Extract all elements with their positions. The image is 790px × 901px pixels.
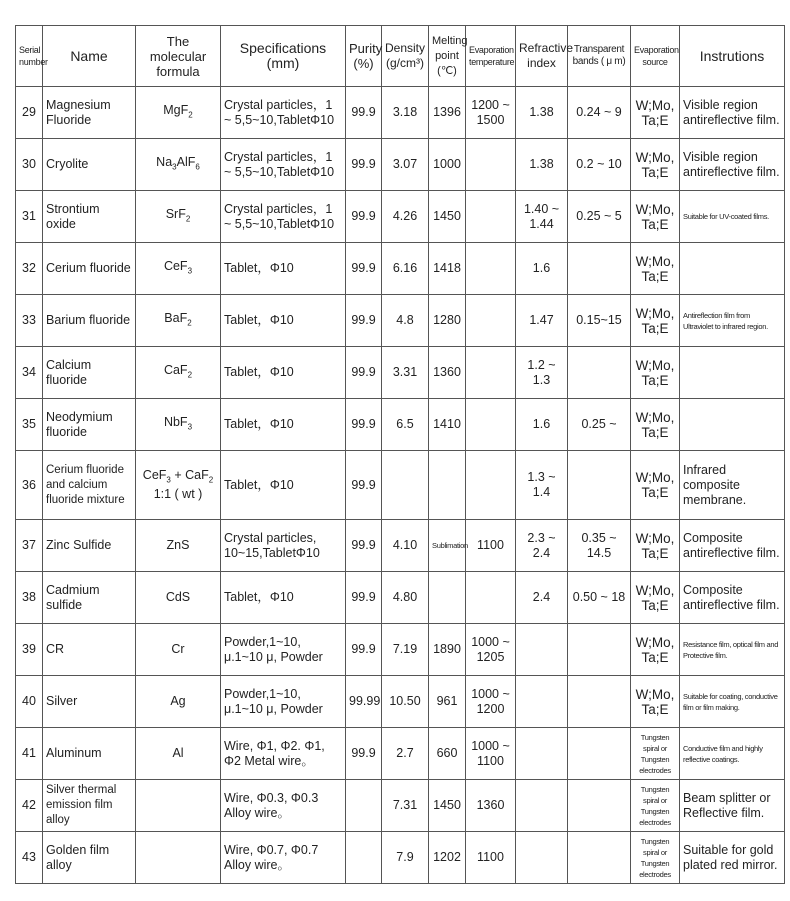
instructions-cell: Antireflection film from Ultraviolet to infrared region. <box>680 295 785 347</box>
purity-cell: 99.9 <box>346 451 382 520</box>
header-melting-point: Melting point (℃) <box>429 26 466 87</box>
evaporation-temperature-cell: 1200 ~ 1500 <box>466 87 516 139</box>
header-formula: The molecular formula <box>136 26 221 87</box>
name-cell: CR <box>43 624 136 676</box>
evaporation-temperature-cell <box>466 295 516 347</box>
transparent-bands-cell: 0.15~15 <box>568 295 631 347</box>
name-cell: Silver thermal emission film alloy <box>43 780 136 832</box>
density-cell: 6.5 <box>382 399 429 451</box>
transparent-bands-cell <box>568 832 631 884</box>
formula-text: + CaF <box>170 467 209 482</box>
transparent-bands-cell <box>568 780 631 832</box>
table-row <box>16 347 785 399</box>
formula-cell <box>136 243 221 295</box>
instructions-cell: Visible region antireflective film. <box>680 87 785 139</box>
refractive-index-cell: 1.47 <box>516 295 568 347</box>
purity-cell: 99.99 <box>346 676 382 728</box>
specifications-cell: Wire, Φ0.3, Φ0.3 Alloy wire。 <box>221 780 346 832</box>
table-row <box>16 191 785 243</box>
melting-point-cell: 1450 <box>429 780 466 832</box>
purity-cell: 99.9 <box>346 572 382 624</box>
evaporation-source-cell: Tungsten spiral or Tungsten electrodes <box>631 832 680 884</box>
evaporation-temperature-cell <box>466 243 516 295</box>
refractive-index-cell: 1.2 ~ 1.3 <box>516 347 568 399</box>
table-row <box>16 520 785 572</box>
refractive-index-cell: 2.4 <box>516 572 568 624</box>
purity-cell: 99.9 <box>346 243 382 295</box>
transparent-bands-cell <box>568 676 631 728</box>
table-row <box>16 87 785 139</box>
transparent-bands-cell: 0.25 ~ 5 <box>568 191 631 243</box>
refractive-index-cell <box>516 832 568 884</box>
purity-cell: 99.9 <box>346 728 382 780</box>
refractive-index-cell <box>516 624 568 676</box>
serial-cell: 35 <box>16 399 43 451</box>
table-row <box>16 295 785 347</box>
serial-cell: 29 <box>16 87 43 139</box>
evaporation-source-cell: Tungsten spiral or Tungsten electrodes <box>631 728 680 780</box>
refractive-index-cell: 1.38 <box>516 139 568 191</box>
evaporation-source-cell: W;Mo, Ta;E <box>631 399 680 451</box>
name-cell: Cerium fluoride <box>43 243 136 295</box>
melting-point-cell: 660 <box>429 728 466 780</box>
specifications-cell: Tablet，Φ10 <box>221 399 346 451</box>
materials-table <box>15 25 785 884</box>
table-row <box>16 399 785 451</box>
evaporation-temperature-cell: 1000 ~ 1200 <box>466 676 516 728</box>
evaporation-temperature-cell: 1100 <box>466 520 516 572</box>
instructions-cell: Suitable for UV-coated films. <box>680 191 785 243</box>
density-cell: 2.7 <box>382 728 429 780</box>
header-row <box>16 26 785 87</box>
formula-text: Al <box>172 746 184 760</box>
evaporation-temperature-cell <box>466 572 516 624</box>
serial-cell: 43 <box>16 832 43 884</box>
serial-cell: 31 <box>16 191 43 243</box>
formula-text: MgF <box>163 102 189 117</box>
evaporation-source-cell: W;Mo, Ta;E <box>631 243 680 295</box>
refractive-index-cell <box>516 780 568 832</box>
formula-text: CeF <box>163 258 188 273</box>
formula-subscript: 3 <box>172 162 177 172</box>
instructions-cell: Suitable for gold plated red mirror. <box>680 832 785 884</box>
instructions-cell: Composite antireflective film. <box>680 520 785 572</box>
refractive-index-cell: 1.6 <box>516 243 568 295</box>
density-cell: 3.07 <box>382 139 429 191</box>
evaporation-temperature-cell: 1000 ~ 1100 <box>466 728 516 780</box>
header-refractive-index: Refractive index <box>516 26 568 87</box>
density-cell: 7.31 <box>382 780 429 832</box>
transparent-bands-cell <box>568 728 631 780</box>
specifications-cell: Powder,1~10, μ.1~10 μ, Powder <box>221 624 346 676</box>
name-cell: Cadmium sulfide <box>43 572 136 624</box>
density-cell: 7.19 <box>382 624 429 676</box>
formula-text: Ag <box>170 694 186 708</box>
serial-cell: 39 <box>16 624 43 676</box>
header-instructions: Instrutions <box>680 26 785 87</box>
evaporation-source-cell: W;Mo, Ta;E <box>631 87 680 139</box>
melting-point-cell <box>429 572 466 624</box>
formula-subscript: 3 <box>187 422 193 432</box>
specifications-cell: Crystal particles，1 ~ 5,5~10,TabletΦ10 <box>221 139 346 191</box>
name-cell: Silver <box>43 676 136 728</box>
transparent-bands-cell: 0.35 ~ 14.5 <box>568 520 631 572</box>
specifications-cell: Tablet，Φ10 <box>221 295 346 347</box>
formula-cell <box>136 780 221 832</box>
name-cell: Zinc Sulfide <box>43 520 136 572</box>
evaporation-source-cell: W;Mo, Ta;E <box>631 191 680 243</box>
density-cell: 3.18 <box>382 87 429 139</box>
formula-subscript: 2 <box>208 475 214 485</box>
density-cell: 4.10 <box>382 520 429 572</box>
instructions-cell: Composite antireflective film. <box>680 572 785 624</box>
evaporation-temperature-cell: 1360 <box>466 780 516 832</box>
formula-text: NbF <box>163 414 188 429</box>
formula-subscript: 2 <box>188 110 193 120</box>
transparent-bands-cell <box>568 451 631 520</box>
transparent-bands-cell <box>568 624 631 676</box>
density-cell: 4.80 <box>382 572 429 624</box>
name-cell: Magnesium Fluoride <box>43 87 136 139</box>
evaporation-temperature-cell: 1000 ~ 1205 <box>466 624 516 676</box>
header-evaporation-temperature: Evaporation temperature <box>466 26 516 87</box>
instructions-cell: Suitable for coating, conductive film or film making. <box>680 676 785 728</box>
table-body <box>16 87 785 884</box>
serial-cell: 33 <box>16 295 43 347</box>
serial-cell: 42 <box>16 780 43 832</box>
name-cell: Cerium fluoride and calcium fluoride mixture <box>43 451 136 520</box>
evaporation-source-cell: W;Mo, Ta;E <box>631 520 680 572</box>
purity-cell: 99.9 <box>346 624 382 676</box>
transparent-bands-cell: 0.50 ~ 18 <box>568 572 631 624</box>
table-row <box>16 832 785 884</box>
formula-text: Cr <box>171 642 185 656</box>
specifications-cell: Tablet，Φ10 <box>221 572 346 624</box>
evaporation-temperature-cell <box>466 139 516 191</box>
serial-cell: 36 <box>16 451 43 520</box>
formula-cell <box>136 572 221 624</box>
serial-cell: 38 <box>16 572 43 624</box>
melting-point-cell: 1410 <box>429 399 466 451</box>
evaporation-temperature-cell <box>466 191 516 243</box>
serial-cell: 40 <box>16 676 43 728</box>
evaporation-temperature-cell: 1100 <box>466 832 516 884</box>
formula-text: AlF <box>176 154 196 169</box>
name-cell: Strontium oxide <box>43 191 136 243</box>
formula-cell <box>136 520 221 572</box>
instructions-cell <box>680 243 785 295</box>
formula-subscript: 3 <box>166 475 171 485</box>
transparent-bands-cell: 0.25 ~ <box>568 399 631 451</box>
melting-point-cell: 1890 <box>429 624 466 676</box>
evaporation-source-cell: W;Mo, Ta;E <box>631 295 680 347</box>
specifications-cell: Tablet，Φ10 <box>221 451 346 520</box>
instructions-cell <box>680 399 785 451</box>
header-name: Name <box>43 26 136 87</box>
specifications-cell: Wire, Φ0.7, Φ0.7 Alloy wire。 <box>221 832 346 884</box>
instructions-cell: Resistance film, optical film and Protective film. <box>680 624 785 676</box>
specifications-cell: Crystal particles, 10~15,TabletΦ10 <box>221 520 346 572</box>
formula-cell <box>136 676 221 728</box>
transparent-bands-cell: 0.2 ~ 10 <box>568 139 631 191</box>
purity-cell: 99.9 <box>346 295 382 347</box>
table-row <box>16 624 785 676</box>
transparent-bands-cell <box>568 347 631 399</box>
evaporation-source-cell: W;Mo, Ta;E <box>631 624 680 676</box>
formula-subscript: 2 <box>185 214 191 224</box>
evaporation-source-cell: W;Mo, Ta;E <box>631 139 680 191</box>
specifications-cell: Wire, Φ1, Φ2. Φ1, Φ2 Metal wire。 <box>221 728 346 780</box>
header-density: Density (g/cm³) <box>382 26 429 87</box>
purity-cell: 99.9 <box>346 87 382 139</box>
header-evaporation-source: Evaporation source <box>631 26 680 87</box>
melting-point-cell: 1202 <box>429 832 466 884</box>
specifications-cell: Tablet，Φ10 <box>221 243 346 295</box>
formula-text: CaF <box>163 362 188 377</box>
refractive-index-cell: 2.3 ~ 2.4 <box>516 520 568 572</box>
header-transparent-bands: Transparent bands ( μ m) <box>568 26 631 87</box>
header-specifications: Specifications (mm) <box>221 26 346 87</box>
density-cell: 3.31 <box>382 347 429 399</box>
formula-cell <box>136 832 221 884</box>
formula-text: Na <box>156 154 173 169</box>
instructions-cell: Visible region antireflective film. <box>680 139 785 191</box>
density-cell <box>382 451 429 520</box>
melting-point-cell: 1396 <box>429 87 466 139</box>
table-row <box>16 139 785 191</box>
evaporation-temperature-cell <box>466 451 516 520</box>
formula-cell <box>136 728 221 780</box>
evaporation-source-cell: W;Mo, Ta;E <box>631 572 680 624</box>
table-row <box>16 243 785 295</box>
instructions-cell: Infrared composite membrane. <box>680 451 785 520</box>
density-cell: 10.50 <box>382 676 429 728</box>
evaporation-source-cell: W;Mo, Ta;E <box>631 347 680 399</box>
evaporation-temperature-cell <box>466 399 516 451</box>
formula-subscript: 2 <box>187 318 192 328</box>
name-cell: Golden film alloy <box>43 832 136 884</box>
transparent-bands-cell <box>568 243 631 295</box>
name-cell: Barium fluoride <box>43 295 136 347</box>
name-cell: Cryolite <box>43 139 136 191</box>
formula-cell <box>136 399 221 451</box>
evaporation-source-cell: W;Mo, Ta;E <box>631 676 680 728</box>
density-cell: 4.26 <box>382 191 429 243</box>
purity-cell <box>346 832 382 884</box>
formula-cell <box>136 87 221 139</box>
header-purity: Purity (%) <box>346 26 382 87</box>
formula-text: 1:1 ( wt ) <box>153 487 203 502</box>
formula-cell <box>136 624 221 676</box>
formula-cell <box>136 451 221 520</box>
instructions-cell <box>680 347 785 399</box>
formula-cell <box>136 191 221 243</box>
formula-text: SrF <box>165 206 186 221</box>
melting-point-cell: 1280 <box>429 295 466 347</box>
refractive-index-cell: 1.6 <box>516 399 568 451</box>
formula-cell <box>136 139 221 191</box>
table-row <box>16 676 785 728</box>
melting-point-cell: 1360 <box>429 347 466 399</box>
formula-subscript: 3 <box>187 266 193 276</box>
refractive-index-cell: 1.40 ~ 1.44 <box>516 191 568 243</box>
specifications-cell: Powder,1~10, μ.1~10 μ, Powder <box>221 676 346 728</box>
melting-point-cell: Sublimation <box>429 520 466 572</box>
table-row <box>16 728 785 780</box>
formula-subscript: 2 <box>187 370 193 380</box>
formula-text: CdS <box>165 590 191 604</box>
purity-cell: 99.9 <box>346 191 382 243</box>
evaporation-source-cell: W;Mo, Ta;E <box>631 451 680 520</box>
melting-point-cell <box>429 451 466 520</box>
purity-cell <box>346 780 382 832</box>
specifications-cell: Crystal particles，1 ~ 5,5~10,TabletΦ10 <box>221 191 346 243</box>
density-cell: 4.8 <box>382 295 429 347</box>
specifications-cell: Crystal particles，1 ~ 5,5~10,TabletΦ10 <box>221 87 346 139</box>
refractive-index-cell <box>516 728 568 780</box>
purity-cell: 99.9 <box>346 139 382 191</box>
name-cell: Aluminum <box>43 728 136 780</box>
serial-cell: 30 <box>16 139 43 191</box>
melting-point-cell: 961 <box>429 676 466 728</box>
serial-cell: 41 <box>16 728 43 780</box>
melting-point-cell: 1450 <box>429 191 466 243</box>
evaporation-source-cell: Tungsten spiral or Tungsten electrodes <box>631 780 680 832</box>
formula-subscript: 6 <box>195 162 200 172</box>
instructions-cell: Conductive film and highly reflective coatings. <box>680 728 785 780</box>
transparent-bands-cell: 0.24 ~ 9 <box>568 87 631 139</box>
melting-point-cell: 1000 <box>429 139 466 191</box>
table-row <box>16 451 785 520</box>
formula-text: CeF <box>142 467 167 482</box>
header-serial-number: Serial number <box>16 26 43 87</box>
density-cell: 6.16 <box>382 243 429 295</box>
specifications-cell: Tablet，Φ10 <box>221 347 346 399</box>
serial-cell: 34 <box>16 347 43 399</box>
purity-cell: 99.9 <box>346 347 382 399</box>
table-row <box>16 572 785 624</box>
name-cell: Neodymium fluoride <box>43 399 136 451</box>
name-cell: Calcium fluoride <box>43 347 136 399</box>
density-cell: 7.9 <box>382 832 429 884</box>
serial-cell: 32 <box>16 243 43 295</box>
formula-cell <box>136 295 221 347</box>
evaporation-temperature-cell <box>466 347 516 399</box>
refractive-index-cell: 1.3 ~ 1.4 <box>516 451 568 520</box>
instructions-cell: Beam splitter or Reflective film. <box>680 780 785 832</box>
table-row <box>16 780 785 832</box>
formula-text: BaF <box>164 310 188 325</box>
melting-point-cell: 1418 <box>429 243 466 295</box>
serial-cell: 37 <box>16 520 43 572</box>
formula-cell <box>136 347 221 399</box>
refractive-index-cell: 1.38 <box>516 87 568 139</box>
refractive-index-cell <box>516 676 568 728</box>
formula-text: ZnS <box>166 538 190 552</box>
purity-cell: 99.9 <box>346 399 382 451</box>
purity-cell: 99.9 <box>346 520 382 572</box>
